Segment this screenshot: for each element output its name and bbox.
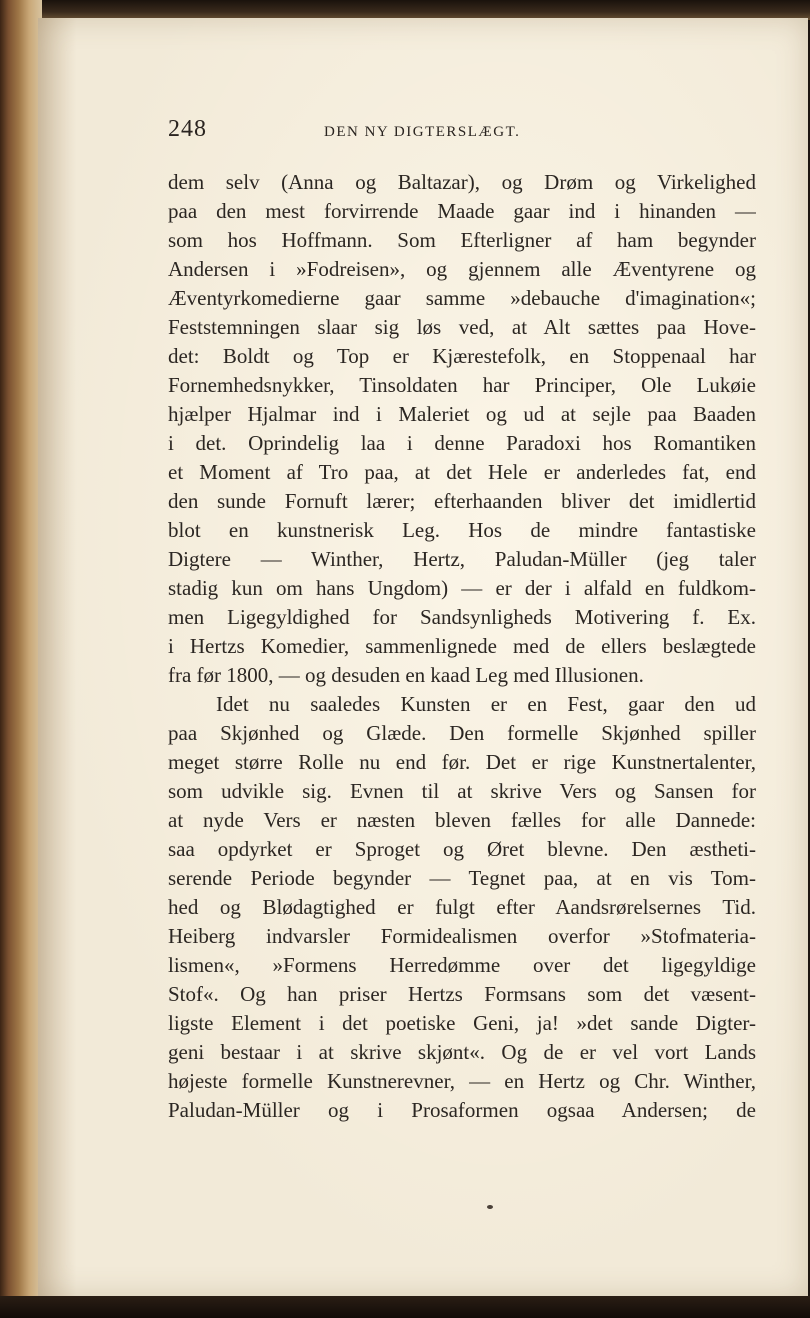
text-line: serende Periode begynder — Tegnet paa, at en vis Tom- (168, 866, 756, 890)
text-line: fra før 1800, — og desuden en kaad Leg med Illusionen. (168, 663, 644, 687)
text-line: det: Boldt og Top er Kjærestefolk, en Stoppenaal har (168, 344, 756, 368)
book-top-edge (0, 0, 810, 20)
text-line: Idet nu saaledes Kunsten er en Fest, gaar den ud (216, 692, 756, 716)
text-line: meget større Rolle nu end før. Det er rige Kunstnertalenter, (168, 750, 756, 774)
text-line: blot en kunstnerisk Leg. Hos de mindre fantastiske (168, 518, 756, 542)
text-line: hed og Blødagtighed er fulgt efter Aandsrørelsernes Tid. (168, 895, 756, 919)
text-line: som udvikle sig. Evnen til at skrive Vers og Sansen for (168, 779, 756, 803)
text-line: Digtere — Winther, Hertz, Paludan-Müller (jeg taler (168, 547, 756, 571)
text-line: som hos Hoffmann. Som Efterligner af ham begynder (168, 228, 756, 252)
text-line: stadig kun om hans Ungdom) — er der i alfald en fuldkom- (168, 576, 756, 600)
text-line: Fornemhedsnykker, Tinsoldaten har Principer, Ole Lukøie (168, 373, 756, 397)
text-line: den sunde Fornuft lærer; efterhaanden bliver det imidlertid (168, 489, 756, 513)
text-line: at nyde Vers er næsten bleven fælles for alle Dannede: (168, 808, 756, 832)
text-line: lismen«, »Formens Herredømme over det ligegyldige (168, 953, 756, 977)
text-line: Andersen i »Fodreisen», og gjennem alle Æventyrene og (168, 257, 756, 281)
text-line: hjælper Hjalmar ind i Maleriet og ud at sejle paa Baaden (168, 402, 756, 426)
text-line: i Hertzs Komedier, sammenlignede med de ellers beslægtede (168, 634, 756, 658)
text-line: men Ligegyldighed for Sandsynligheds Motivering f. Ex. (168, 605, 756, 629)
text-line: Feststemningen slaar sig løs ved, at Alt sættes paa Hove- (168, 315, 756, 339)
page-number: 248 (168, 116, 207, 142)
text-line: geni bestaar i at skrive skjønt«. Og de er vel vort Lands (168, 1040, 756, 1064)
running-head: DEN NY DIGTERSLÆGT. (324, 124, 521, 140)
text-line: ligste Element i det poetiske Geni, ja! »det sande Digter- (168, 1011, 756, 1035)
paper-speck (487, 1205, 493, 1209)
text-line: højeste formelle Kunstnerevner, — en Hertz og Chr. Winther, (168, 1069, 756, 1093)
text-line: paa Skjønhed og Glæde. Den formelle Skjønhed spiller (168, 721, 756, 745)
page-header (130, 114, 750, 148)
text-line: et Moment af Tro paa, at det Hele er anderledes fat, end (168, 460, 756, 484)
text-line: i det. Oprindelig laa i denne Paradoxi hos Romantiken (168, 431, 756, 455)
book-spine-edge (0, 0, 42, 1318)
text-line: saa opdyrket er Sproget og Øret blevne. Den æstheti- (168, 837, 756, 861)
text-line: Æventyrkomedierne gaar samme »debauche d'imagination«; (168, 286, 756, 310)
book-bottom-edge (0, 1296, 810, 1318)
text-line: Stof«. Og han priser Hertzs Formsans som det væsent- (168, 982, 756, 1006)
text-line: Paludan-Müller og i Prosaformen ogsaa Andersen; de (168, 1098, 756, 1122)
text-line: dem selv (Anna og Baltazar), og Drøm og Virkelighed (168, 170, 756, 194)
text-line: Heiberg indvarsler Formidealismen overfor »Stofmateria- (168, 924, 756, 948)
text-line: paa den mest forvirrende Maade gaar ind i hinanden — (168, 199, 756, 223)
body-text (168, 168, 756, 1125)
